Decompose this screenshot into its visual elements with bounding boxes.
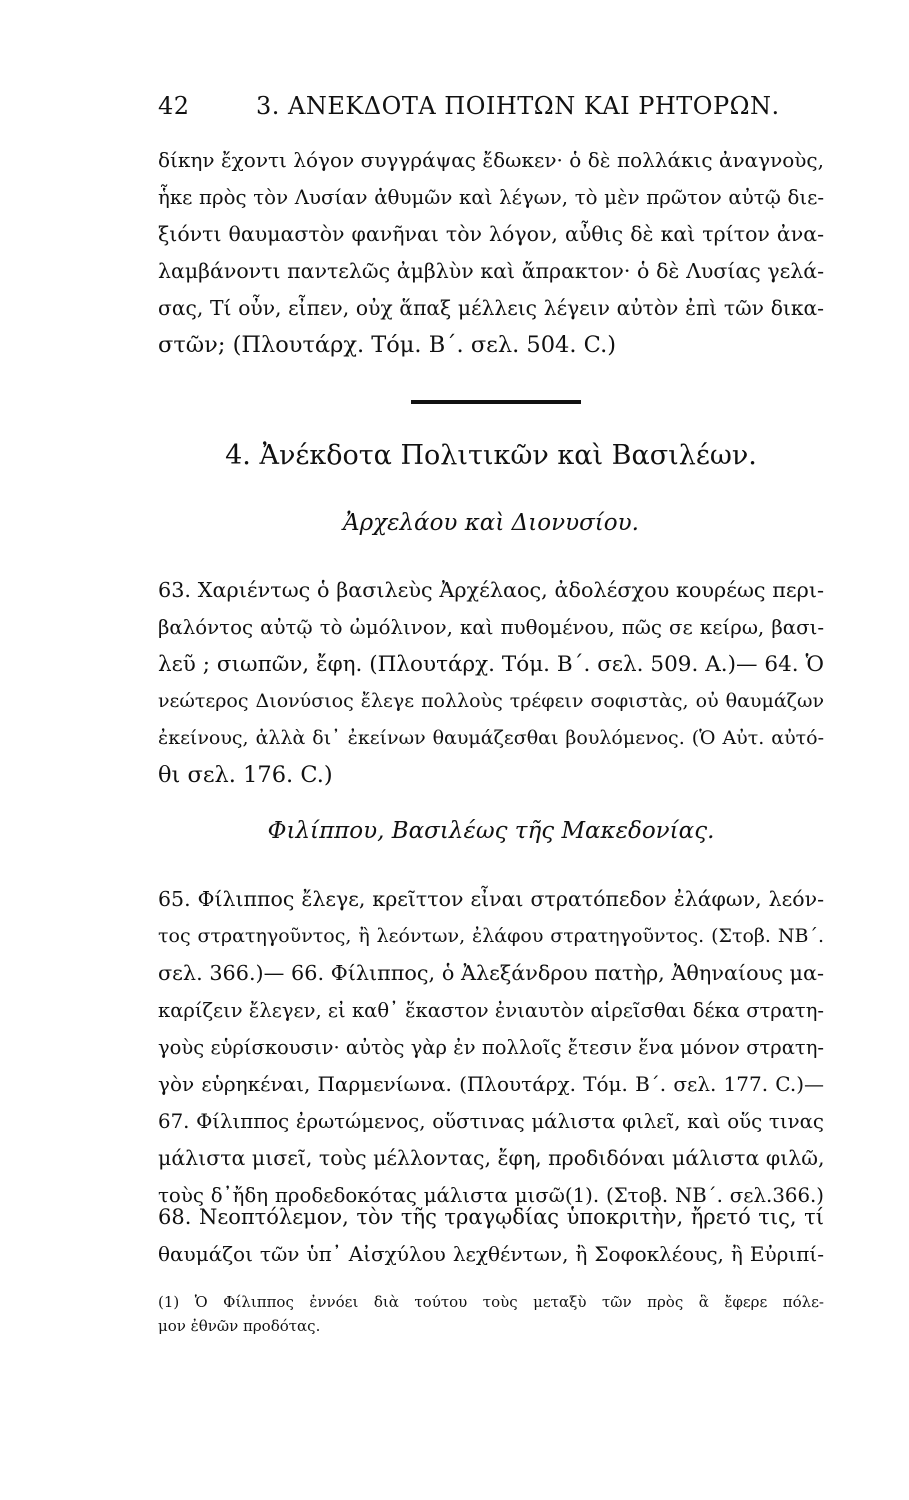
text-line: τος στρατηγοῦντος, ἢ λεόντων, ἐλάφου στρατηγοῦντος. (Στοβ. ΝΒ΄. <box>158 925 824 947</box>
paragraph-63-64 <box>158 572 824 794</box>
section-divider-rule <box>411 400 581 404</box>
text-line: ἐκείνους, ἀλλὰ δι᾽ ἐκείνων θαυμάζεσθαι βουλόμενος. (Ὁ Αὐτ. αὐτό- <box>158 727 824 749</box>
text-line: 65. Φίλιππος ἔλεγε, κρεῖττον εἶναι στρατόπεδον ἐλάφων, λεόν- <box>158 887 824 911</box>
text-line: νεώτερος Διονύσιος ἔλεγε πολλοὺς τρέφειν σοφιστὰς, οὐ θαυμάζων <box>158 690 824 712</box>
text-line: γοὺς εὑρίσκουσιν· αὐτὸς γὰρ ἐν πολλοῖς ἔτεσιν ἕνα μόνον στρατη- <box>158 1036 824 1059</box>
text-line: 67. Φίλιππος ἐρωτώμενος, οὕστινας μάλιστα φιλεῖ, καὶ οὕς τινας <box>158 1110 824 1133</box>
footnote-line: (1) Ὁ Φίλιππος ἐννόει διὰ τούτου τοὺς μεταξὺ τῶν πρὸς ἃ ἔφερε πόλε- <box>158 1293 824 1311</box>
section-heading: 4. Ἀνέκδοτα Πολιτικῶν καὶ Βασιλέων. <box>225 440 757 471</box>
running-header <box>158 92 819 132</box>
text-line: ἧκε πρὸς τὸν Λυσίαν ἀθυμῶν καὶ λέγων, τὸ μὲν πρῶτον αὐτῷ διε- <box>158 186 824 209</box>
text-line: μάλιστα μισεῖ, τοὺς μέλλοντας, ἔφη, προδιδόναι μάλιστα φιλῶ, <box>158 1146 825 1170</box>
text-line: βαλόντος αὐτῷ τὸ ὠμόλινον, καὶ πυθομένου, πῶς σε κείρω, βασι- <box>158 616 824 639</box>
subheading-philip: Φιλίππου, Βασιλέως τῆς Μακεδονίας. <box>267 818 715 844</box>
text-line: τοὺς δ᾽ἤδη προδεδοκότας μάλιστα μισῶ(1). (Στοβ. ΝΒ΄. σελ.366.) <box>158 1184 824 1207</box>
text-line: 68. Νεοπτόλεμον, τὸν τῆς τραγῳδίας ὑποκριτὴν, ἤρετό τις, τί <box>158 1205 824 1229</box>
text-line: λεῦ ; σιωπῶν, ἔφη. (Πλουτάρχ. Τόμ. Β΄. σελ. 509. Α.)— 64. Ὁ <box>158 652 824 677</box>
text-line: σελ. 366.)— 66. Φίλιππος, ὁ Ἀλεξάνδρου πατὴρ, Ἀθηναίους μα- <box>158 961 824 985</box>
paragraph-65-67 <box>158 881 824 1214</box>
paragraph-lysias-continuation <box>158 142 824 364</box>
text-line: θι σελ. 176. C.) <box>158 762 333 788</box>
footnote <box>158 1290 824 1338</box>
running-title: 3. ΑΝΕΚΔΟΤΑ ΠΟΙΗΤΩΝ ΚΑΙ ΡΗΤΟΡΩΝ. <box>256 92 780 120</box>
text-line: λαμβάνοντι παντελῶς ἀμβλὺν καὶ ἄπρακτον· ὁ δὲ Λυσίας γελά- <box>158 259 824 283</box>
text-line: στῶν; (Πλουτάρχ. Τόμ. Β΄. σελ. 504. C.) <box>158 332 616 358</box>
subheading-archelaus-dionysius: Ἀρχελάου καὶ Διονυσίου. <box>343 510 639 536</box>
text-line: γὸν εὑρηκέναι, Παρμενίωνα. (Πλουτάρχ. Τόμ. Β΄. σελ. 177. C.)— <box>158 1072 824 1096</box>
paragraph-68 <box>158 1199 824 1273</box>
text-line: σας, Τί οὖν, εἶπεν, οὐχ ἅπαξ μέλλεις λέγειν αὐτὸν ἐπὶ τῶν δικα- <box>158 296 824 320</box>
text-line: 63. Χαριέντως ὁ βασιλεὺς Ἀρχέλαος, ἀδολέσχου κουρέως περι- <box>158 578 824 602</box>
text-line: δίκην ἔχοντι λόγον συγγράψας ἔδωκεν· ὁ δὲ πολλάκις ἀναγνοὺς, <box>158 148 824 172</box>
text-line: ξιόντι θαυμαστὸν φανῆναι τὸν λόγον, αὖθις δὲ καὶ τρίτον ἀνα- <box>158 222 824 246</box>
text-line: καρίζειν ἔλεγεν, εἰ καθ᾽ ἕκαστον ἐνιαυτὸν αἱρεῖσθαι δέκα στρατη- <box>158 999 824 1022</box>
text-line: θαυμάζοι τῶν ὑπ᾽ Αἰσχύλου λεχθέντων, ἢ Σοφοκλέους, ἢ Εὐριπί- <box>158 1242 824 1266</box>
footnote-line: μον ἐθνῶν προδότας. <box>158 1317 321 1335</box>
page-number: 42 <box>158 92 190 120</box>
